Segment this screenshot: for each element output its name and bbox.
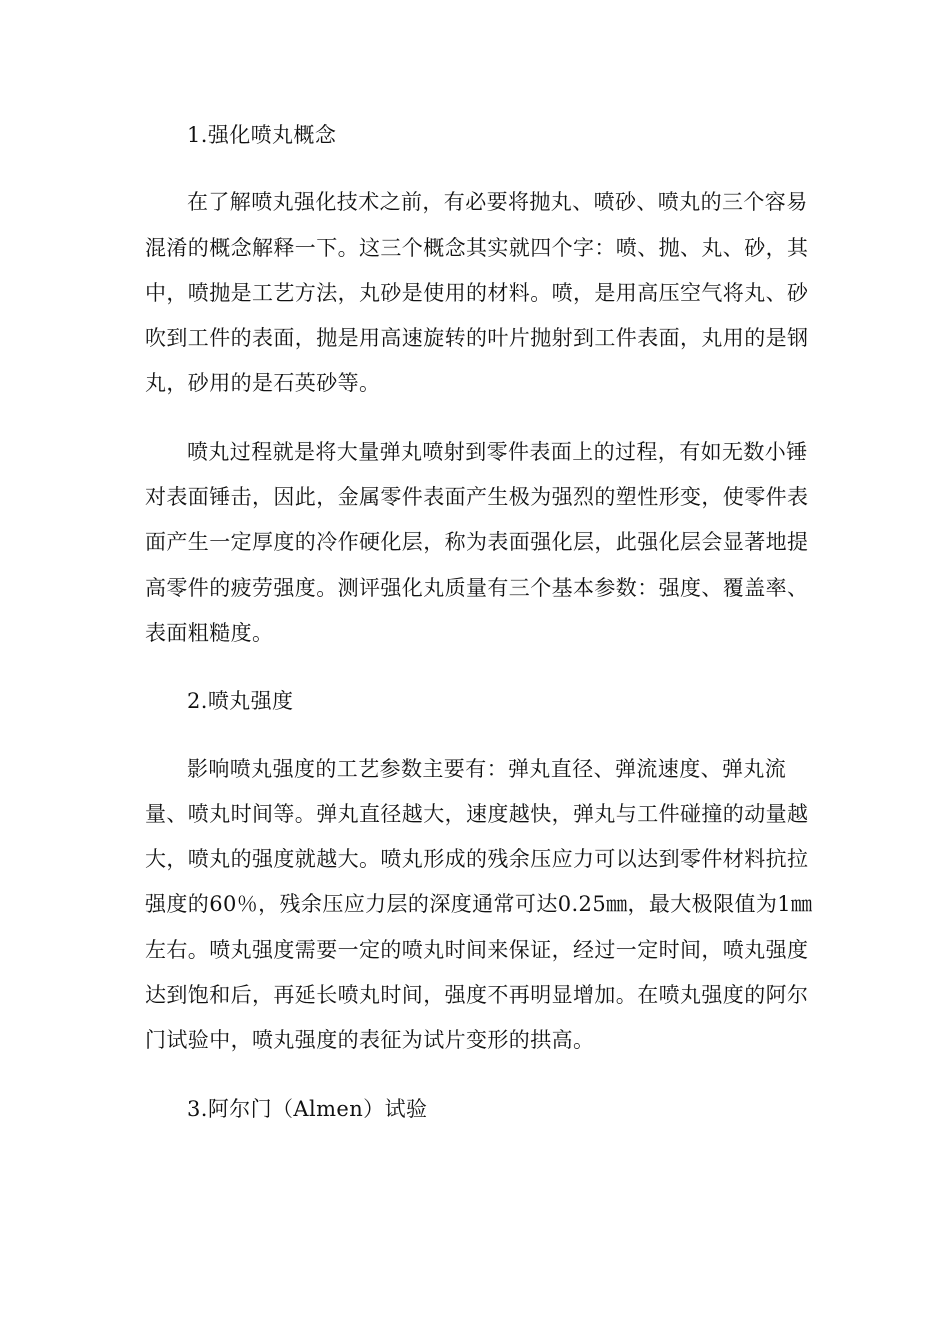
- section-1-paragraph-2: 喷丸过程就是将大量弹丸喷射到零件表面上的过程，有如无数小锤对表面锤击，因此，金属零件表面产生极为强烈的塑性形变，使零件表面产生一定厚度的冷作硬化层，称为表面强化层，此强化层会显著地提高零件的疲劳强度。测评强化丸质量有三个基本参数：强度、覆盖率、表面粗糙度。: [145, 439, 809, 645]
- section-1-paragraph-1: 在了解喷丸强化技术之前，有必要将抛丸、喷砂、喷丸的三个容易混淆的概念解释一下。这三个概念其实就四个字：喷、抛、丸、砂，其中，喷抛是工艺方法，丸砂是使用的材料。喷，是用高压空气将丸、砂吹到工件的表面，抛是用高速旋转的叶片抛射到工件表面，丸用的是钢丸，砂用的是石英砂等。: [145, 190, 809, 396]
- section-1-heading: 1.强化喷丸概念: [187, 123, 337, 147]
- section-2-heading: 2.喷丸强度: [187, 689, 294, 714]
- document-body: [145, 113, 815, 1154]
- section-2-paragraph-1: 影响喷丸强度的工艺参数主要有：弹丸直径、弹流速度、弹丸流量、喷丸时间等。弹丸直径越大，速度越快，弹丸与工件碰撞的动量越大，喷丸的强度就越大。喷丸形成的残余压应力可以达到零件材料抗拉强度的60％，残余压应力层的深度通常可达0.25㎜，最大极限值为1㎜左右。喷丸强度需要一定的喷丸时间来保证，经过一定时间，喷丸强度达到饱和后，再延长喷丸时间，强度不再明显增加。在喷丸强度的阿尔门试验中，喷丸强度的表征为试片变形的拱高。: [145, 756, 813, 1053]
- section-3-heading: 3.阿尔门（Almen）试验: [187, 1096, 428, 1121]
